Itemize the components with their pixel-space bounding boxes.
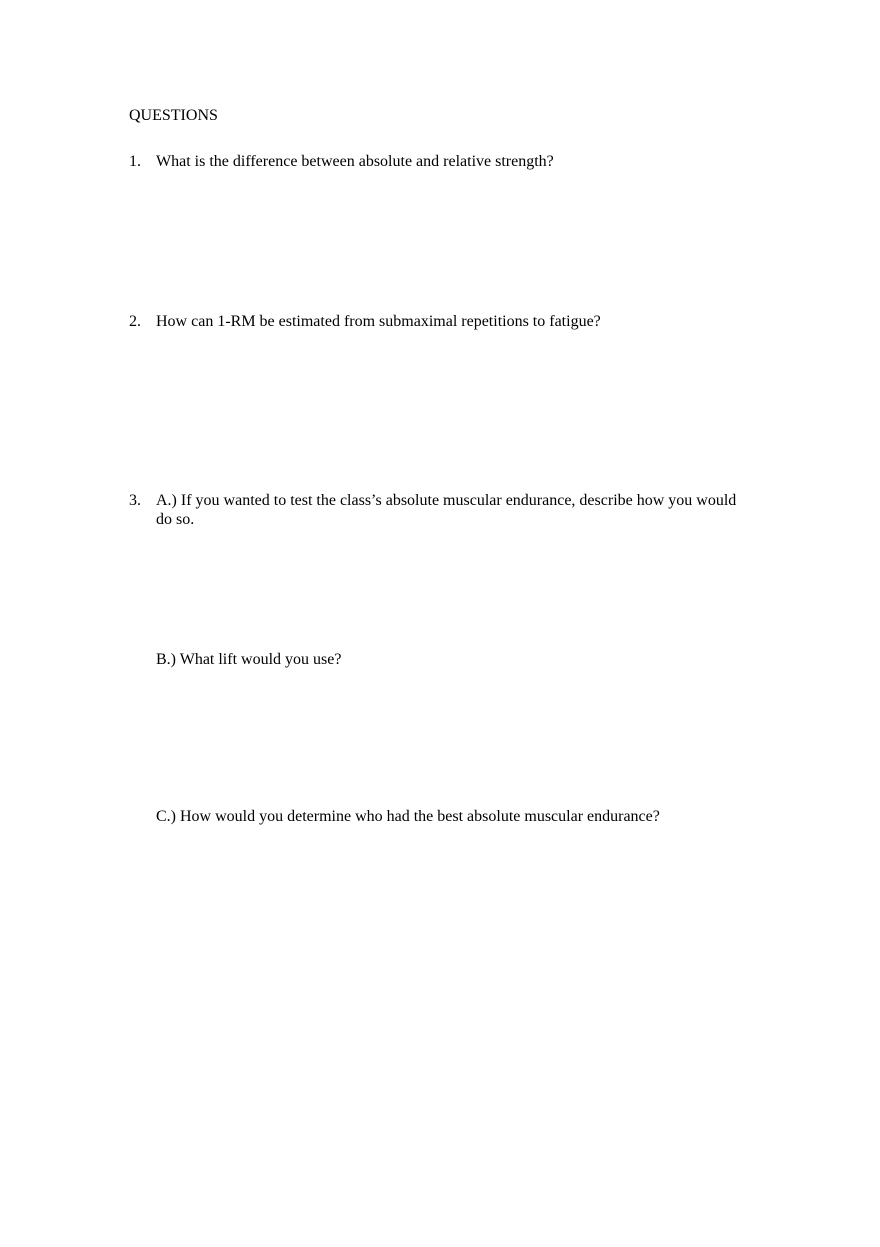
question-text: How can 1-RM be estimated from submaximal repetitions to fatigue? bbox=[156, 313, 601, 330]
question-number: 3. bbox=[129, 492, 141, 509]
question-2 bbox=[129, 312, 749, 331]
question-number: 2. bbox=[129, 313, 141, 330]
question-3-part-c: C.) How would you determine who had the best absolute muscular endurance? bbox=[156, 808, 660, 825]
question-3-part-b: B.) What lift would you use? bbox=[156, 651, 342, 668]
question-1 bbox=[129, 152, 749, 171]
section-heading: QUESTIONS bbox=[129, 107, 218, 124]
question-text: What is the difference between absolute and relative strength? bbox=[156, 153, 554, 170]
question-text: A.) If you wanted to test the class’s absolute muscular endurance, describe how you would do so. bbox=[156, 492, 737, 528]
question-3 bbox=[129, 491, 749, 529]
question-number: 1. bbox=[129, 153, 141, 170]
